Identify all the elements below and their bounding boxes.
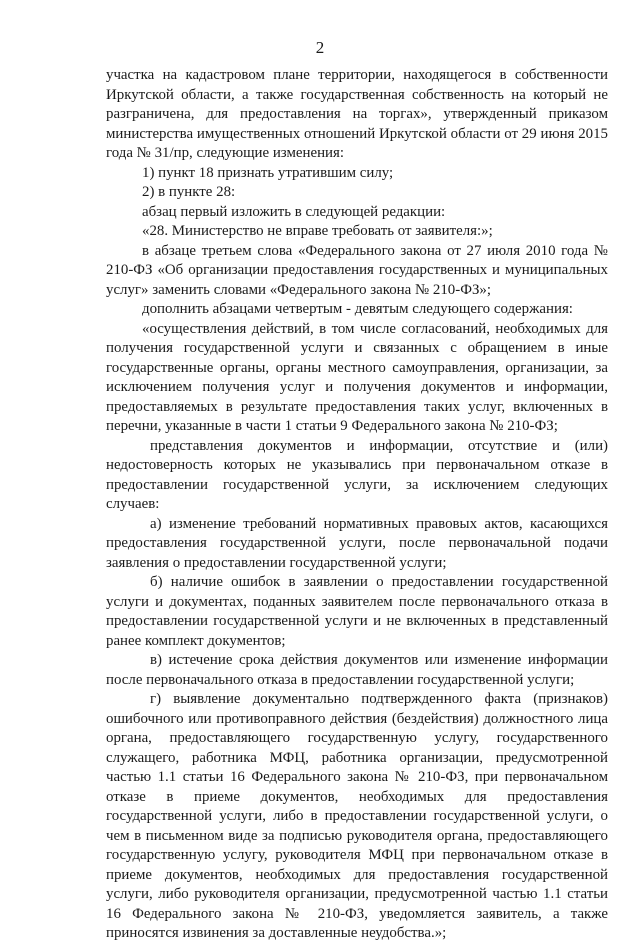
paragraph-item-1: 1) пункт 18 признать утратившим силу; — [142, 164, 394, 181]
paragraph-quote-28: «28. Министерство не вправе требовать от заявителя:»; — [142, 223, 493, 239]
paragraph-actions: «осуществления действий, в том числе согласований, необходимых для получения государственной услуги и связанных с обращением в иные государственные органы, органы местного самоуправления, организации, за исключением получения услуг и получения документов и информации, предоставляемых в результате предоставления таких услуг, включенных в перечни, указанные в части 1 статьи 9 Федерального закона № 210-ФЗ; — [106, 320, 608, 434]
paragraph-supplement: дополнить абзацами четвертым - девятым следующего содержания: — [142, 301, 573, 317]
paragraph-first-abzac: абзац первый изложить в следующей редакции: — [142, 203, 446, 220]
paragraph-case-a: а) изменение требований нормативных правовых актов, касающихся предоставления государственной услуги, после первоначальной подачи заявления о предоставлении государственной услуги; — [106, 515, 608, 571]
paragraph-item-2: 2) в пункте 28: — [142, 184, 236, 200]
paragraph-case-b: б) наличие ошибок в заявлении о предоставлении государственной услуги и документах, поданных заявителем после первоначального отказа в предоставлении государственной услуги и не включенных в представленный ранее комплект документов; — [106, 574, 608, 649]
paragraph-continuation: участка на кадастровом плане территории, находящегося в собственности Иркутской области, а также государственная собственность на который не разграничена, для предоставления на торгах», утвержденный приказом министерства имущественных отношений Иркутской области от 29 июня 2015 года № 31/пр, следующие изменения: — [106, 67, 608, 161]
page-number: 2 — [315, 38, 325, 57]
paragraph-third-abzac: в абзаце третьем слова «Федерального закона от 27 июля 2010 года № 210-ФЗ «Об организации предоставления государственных и муниципальных услуг» заменить словами «Федерального закона № 210-ФЗ»; — [106, 242, 608, 298]
paragraph-case-v: в) истечение срока действия документов или изменение информации после первоначального отказа в предоставлении государственной услуги; — [106, 652, 608, 688]
paragraph-case-g: г) выявление документально подтвержденного факта (признаков) ошибочного или противоправного действия (бездействия) должностного лица органа, предоставляющего государственную услугу, государственного служащего, работника МФЦ, работника организации, предусмотренной частью 1.1 статьи 16 Федерального закона № 210-ФЗ, при первоначальном отказе в приеме документов, необходимых для предоставления государственной услуги, либо в предоставлении государственной услуги, о чем в письменном виде за подписью руководителя органа, предоставляющего государственную услугу, руководителя МФЦ при первоначальном отказе в приеме документов, необходимых для предоставления государственной услуги, либо руководителя организации, предусмотренной частью 1.1 статьи 16 Федерального закона № 210-ФЗ, уведомляется заявитель, а также приносятся извинения за доставленные неудобства.»; — [106, 691, 608, 941]
paragraph-documents: представления документов и информации, отсутствие и (или) недостоверность которых не указывались при первоначальном отказе в предоставлении государственной услуги, за исключением следующих случаев: — [106, 437, 608, 512]
document-body — [106, 66, 608, 944]
